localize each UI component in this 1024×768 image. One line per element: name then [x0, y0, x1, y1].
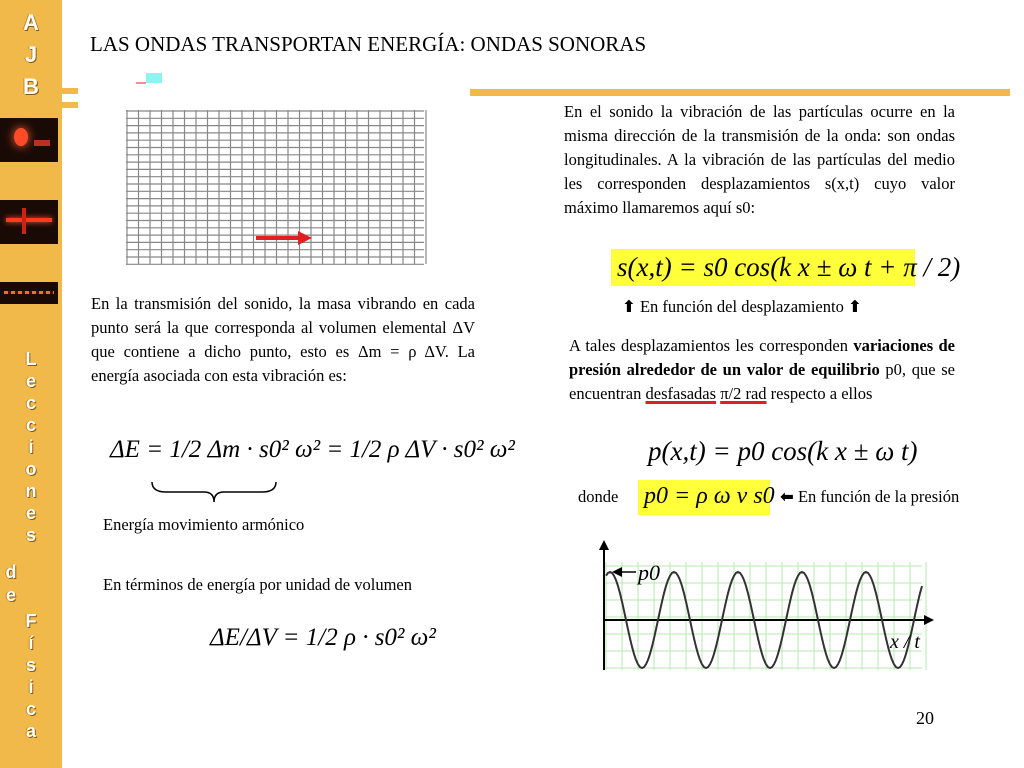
page-title: LAS ONDAS TRANSPORTAN ENERGÍA: ONDAS SONORAS — [90, 32, 647, 56]
amplitude-equation — [638, 480, 775, 515]
up-arrow-icon: ⬆ — [847, 297, 862, 316]
side-letter: L — [25, 349, 37, 369]
page-number: 20 — [916, 708, 934, 728]
logo-letter-b: B — [23, 74, 39, 99]
side-letter: a — [25, 721, 36, 741]
density-equation: ΔE/ΔV = 1/2 ρ · s0² ω² — [210, 624, 436, 651]
pressure-text-end: respecto a ellos — [770, 384, 873, 403]
intro-paragraph — [564, 100, 955, 220]
accent-bar — [62, 102, 78, 108]
pressure-text-underlined: desfasadas — [645, 384, 717, 403]
amplitude-equation-text: p0 = ρ ω v s0 — [644, 483, 775, 509]
lab-thumbnail-1 — [0, 118, 58, 162]
side-letter: e — [25, 371, 36, 391]
side-letter: e — [25, 503, 36, 523]
side-letter: d — [5, 562, 17, 582]
displacement-caption — [622, 297, 862, 317]
left-arrow-icon: ⬅ — [780, 487, 794, 506]
lab-thumbnail-3 — [0, 282, 58, 304]
energy-caption: Energía movimiento armónico — [103, 515, 305, 534]
logo-letter-j: J — [24, 42, 38, 67]
side-letter: e — [5, 585, 16, 605]
side-letter: i — [28, 437, 34, 457]
axis-label: x / t — [890, 631, 920, 653]
logo-letter-a: A — [23, 10, 39, 35]
pressure-caption-text: En función de la presión — [797, 487, 960, 506]
displacement-equation — [611, 249, 961, 286]
side-letter: s — [25, 525, 36, 545]
intro-text: En el sonido la vibración de las partículas ocurre en la misma dirección de la transmisión de la onda: son ondas longitudinales. A la vibración de las partículas del medio les corresponden desplazamientos s(x,t) cuyo valor máximo llamaremos aquí s0: — [564, 102, 955, 217]
side-letter: o — [25, 459, 37, 479]
up-arrow-icon: ⬆ — [622, 297, 636, 316]
transmission-paragraph — [91, 292, 475, 388]
accent-block — [146, 73, 162, 83]
donde-label: donde — [578, 487, 619, 506]
pressure-text-phase: π/2 rad — [720, 384, 767, 403]
energy-equation: ΔE = 1/2 Δm · s0² ω² = 1/2 ρ ΔV · s0² ω² — [110, 436, 515, 463]
side-letter: c — [25, 393, 36, 413]
density-intro: En términos de energía por unidad de volumen — [103, 575, 412, 594]
pressure-paragraph — [569, 334, 955, 406]
energy-brace — [148, 480, 280, 504]
transmission-text: En la transmisión del sonido, la masa vibrando en cada punto será la que corresponda al volumen elemental ΔV que contiene a dicho punto, esto es Δm = ρ ΔV. La energía asociada con esta vibración es: — [91, 294, 475, 385]
particle-grid-illustration — [122, 106, 428, 268]
side-letter: s — [25, 655, 36, 675]
side-letter: c — [25, 699, 36, 719]
lab-thumbnail-2 — [0, 200, 58, 244]
pressure-text-middle: p0, que se encuentran — [569, 360, 955, 403]
side-letter: F — [25, 611, 37, 631]
accent-bar — [62, 88, 78, 94]
pressure-caption — [780, 487, 959, 507]
pressure-text-start: A tales desplazamientos les corresponden — [569, 336, 848, 355]
side-letter: c — [25, 415, 36, 435]
x-axis-arrowhead — [924, 615, 934, 625]
y-axis-arrowhead — [599, 540, 609, 550]
side-letter: í — [28, 633, 34, 653]
pressure-equation: p(x,t) = p0 cos(k x ± ω t) — [648, 436, 918, 466]
displacement-caption-text: En función del desplazamiento — [639, 297, 844, 316]
accent-dash — [136, 82, 146, 84]
header-rule — [470, 89, 1010, 96]
pressure-wave-graph — [596, 540, 942, 674]
sidebar — [0, 0, 62, 768]
pressure-text-bold: variaciones de presión alrededor de un valor de equilibrio — [569, 336, 955, 379]
displacement-equation-text: s(x,t) = s0 cos(k x ± ω t + π / 2) — [617, 252, 961, 282]
amplitude-label: p0 — [638, 560, 660, 585]
side-letter: n — [25, 481, 37, 501]
side-letter: i — [28, 677, 34, 697]
